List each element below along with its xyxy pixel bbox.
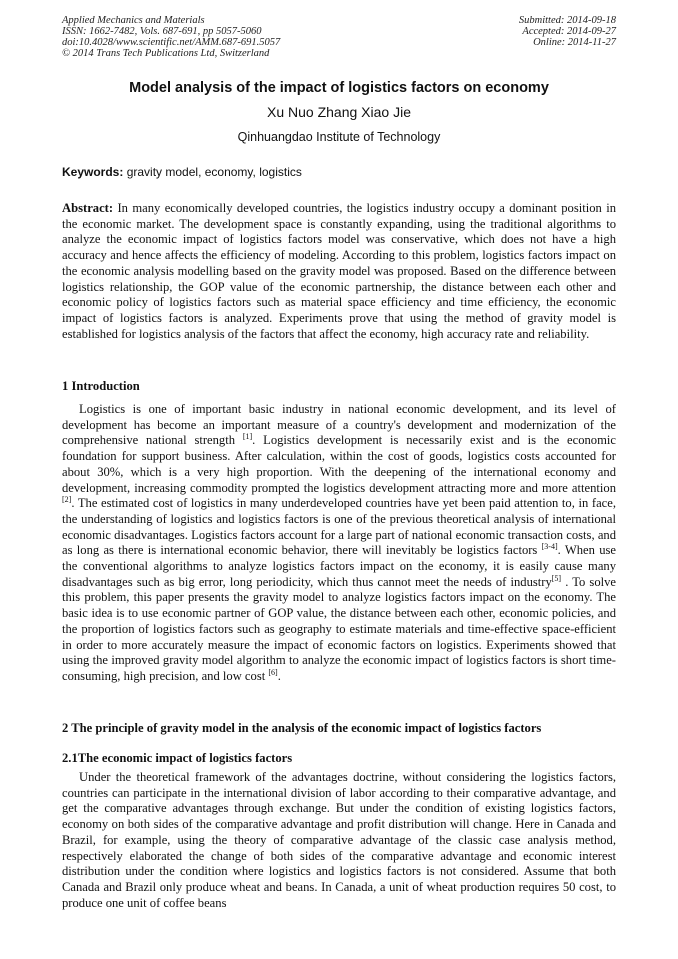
intro-text-2: . Logistics development is necessarily exist and is the economic foundation for support business. After calculation, within the cost of goods, logistics costs accounted for about 30%, which is a very high proportion. With the deepening of the international economy and development, increasing commodity prompted the logistics development attracting more and more attention [62,433,616,495]
keywords-text: gravity model, economy, logistics [126,165,302,179]
journal-info [62,15,280,59]
keywords [62,165,616,179]
abstract-text: In many economically developed countries, the logistics industry occupy a dominant position in the economic market. The development space is constantly expanding, using the traditional algorithms to analyze the economic impact of logistics factors model was conservative, which does not have a high accuracy and hence affects the efficiency of modeling. According to this problem, logistics factors impact on the economic analysis modelling based on the gravity model was proposed. Based on the difference between logistics relationship, the GOP value of the economic partnership, the distance between each other and economic policy of logistics factors such as material space efficiency and time efficiency, the economic impact of logistics factors is analyzed. Experiments prove that using the method of gravity model is established for logistics analysis of the factors that affect the economy, high accuracy rate and reliability. [62,201,616,341]
citation-5: [6] [268,667,278,677]
abstract [62,201,616,342]
abstract-label: Abstract: [62,201,114,215]
paper-authors: Xu Nuo Zhang Xiao Jie [267,104,411,120]
intro-text-1: Logistics is one of important basic industry in national economic development, and its level of development has become an important measure of a country's development and modernization of the comprehensive national strength [62,402,616,448]
introduction-paragraph [62,402,616,685]
intro-text-3: . The estimated cost of logistics in many underdeveloped countries have yet been paid attention to, in face, the understanding of logistics and logistics factors is one of the previous theoretical analysis of international economic disadvantages. Logistics factors account for a large part of national economic transaction costs, and as long as there is international economic behavior, there will inevitably be logistics factors [62,496,616,558]
accepted-date: Accepted: 2014-09-27 [522,26,616,37]
issn: ISSN: 1662-7482, Vols. 687-691, pp 5057-5060 [62,26,262,37]
doi: doi:10.4028/www.scientific.net/AMM.687-691.5057 [62,37,281,48]
citation-3: [3-4] [541,542,558,552]
keywords-label: Keywords: [62,165,124,179]
citation-2: [2] [62,495,72,505]
paper-title: Model analysis of the impact of logistics factors on economy [129,80,549,96]
online-date: Online: 2014-11-27 [533,37,616,48]
subsection-heading-economic-impact: 2.1The economic impact of logistics factors [62,751,293,765]
intro-text-4: . When use the conventional algorithms to analyze logistics factors impact on the economy, it is easily cause many disadvantages such as big error, long periodicity, which thus cannot meet the needs of industry [62,543,617,589]
section-2-1-paragraph: Under the theoretical framework of the advantages doctrine, without considering the logistics factors, countries can participate in the international division of labor according to their comparative advantage, and get the comparative advantages through exchange. But under the condition of existing logistics factors, economy on both sides of the comparative advantage and profit distribution will change. Here in Canada and Brazil, for example, using the theory of comparative advantage of the classic case analysis method, respectively elaborated the change of both sides of the comparative advantage and economic interest distribution under the condition where logistics and logistics factors is not considered. Assume that both Canada and Brazil only produce wheat and beans. In Canada, a unit of wheat production requires 50 cost, to produce one unit of coffee beans [62,770,616,910]
section-heading-introduction: 1 Introduction [62,379,140,393]
intro-text-6: . [277,668,281,683]
citation-1: [1] [242,432,253,442]
section-heading-principle: 2 The principle of gravity model in the analysis of the economic impact of logistics factors [62,721,542,735]
dates-info [519,15,616,48]
intro-text-5: . To solve this problem, this paper presents the gravity model to analyze logistics factors impact on the economy. The basic idea is to use economic partner of GOP value, the distance between each other, economic policies, and the proportion of logistics factors such as geography to estimate materials and time-effective space-efficient in order to more accurately measure the impact of economic factors on logistics. Experiments showed that using the improved gravity model algorithm to analyze the economic impact of logistics factors is short time-consuming, high precision, and low cost [62,574,617,683]
submitted-date: Submitted: 2014-09-18 [518,15,616,26]
copyright: © 2014 Trans Tech Publications Ltd, Switzerland [62,48,270,59]
paper-affiliation: Qinhuangdao Institute of Technology [237,130,441,144]
citation-4: [5] [551,573,562,583]
journal-name: Applied Mechanics and Materials [62,15,205,26]
